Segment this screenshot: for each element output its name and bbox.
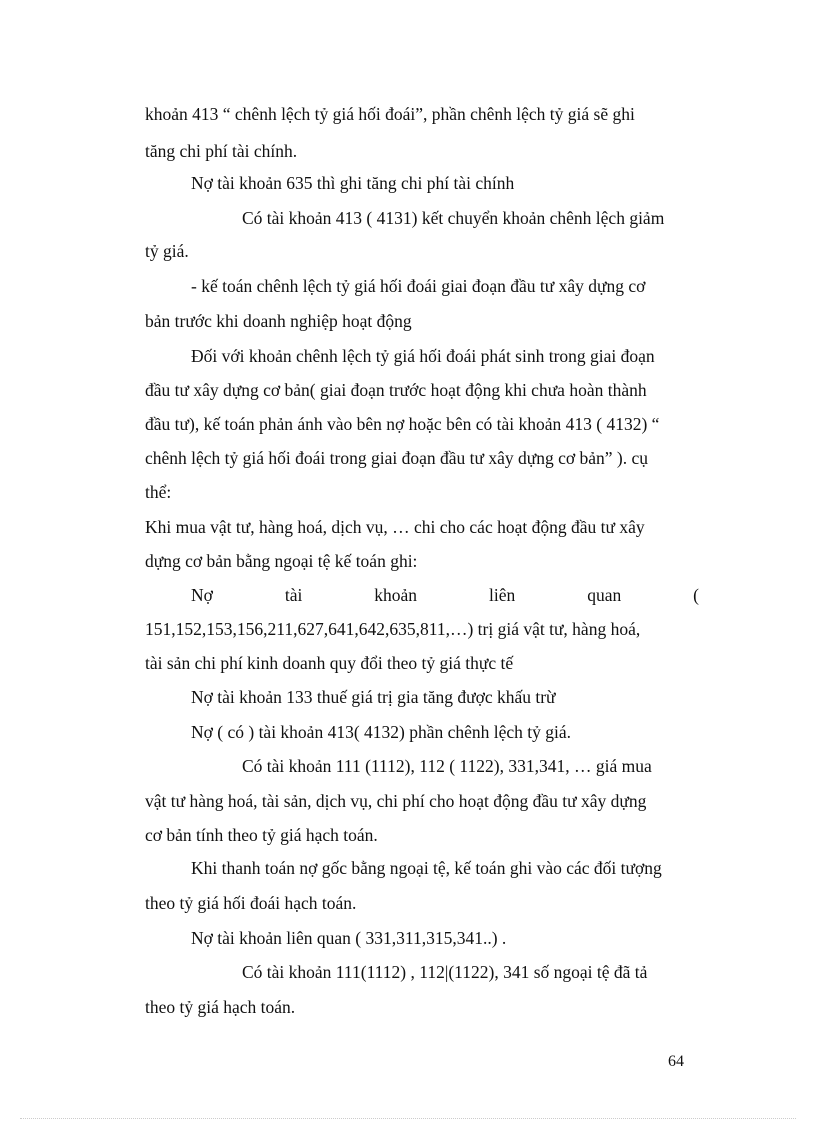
- word: liên: [489, 585, 516, 605]
- text-line: thể:: [145, 482, 172, 502]
- text-line: khoản 413 “ chênh lệch tỷ giá hối đoái”, phần chênh lệch tỷ giá sẽ ghi: [145, 104, 635, 124]
- text-line: Có tài khoản 111 (1112), 112 ( 1122), 331,341, … giá mua: [242, 756, 652, 776]
- text-line: theo tỷ giá hạch toán.: [145, 997, 296, 1017]
- text-line: tỷ giá.: [145, 241, 189, 261]
- text-line: chênh lệch tỷ giá hối đoái trong giai đoạn đầu tư xây dựng cơ bản” ). cụ: [145, 448, 649, 468]
- text-line: Nợ tài khoản liên quan ( 331,311,315,341..) .: [191, 928, 507, 948]
- text-line: đầu tư xây dựng cơ bản( giai đoạn trước hoạt động khi chưa hoàn thành: [145, 380, 647, 400]
- word: quan: [587, 585, 622, 605]
- text-line: Có tài khoản 111(1112) , 112|(1122), 341 số ngoại tệ đã tả: [242, 962, 648, 982]
- text-line: Nợ tài khoản 635 thì ghi tăng chi phí tài chính: [191, 173, 515, 193]
- word: (: [693, 585, 699, 605]
- page-number: 64: [668, 1053, 684, 1070]
- text-line: vật tư hàng hoá, tài sản, dịch vụ, chi phí cho hoạt động đầu tư xây dựng: [145, 791, 647, 811]
- text-line: tăng chi phí tài chính.: [145, 141, 298, 161]
- text-line: Khi thanh toán nợ gốc bằng ngoại tệ, kế toán ghi vào các đối tượng: [191, 858, 662, 878]
- page-bottom-divider: [20, 1118, 796, 1119]
- text-line: cơ bản tính theo tỷ giá hạch toán.: [145, 825, 378, 845]
- text-line: - kế toán chênh lệch tỷ giá hối đoái giai đoạn đầu tư xây dựng cơ: [191, 276, 646, 296]
- text-line: bản trước khi doanh nghiệp hoạt động: [145, 311, 412, 331]
- text-line: tài sản chi phí kinh doanh quy đổi theo tỷ giá thực tế: [145, 653, 514, 673]
- text-line: Đối với khoản chênh lệch tỷ giá hối đoái phát sinh trong giai đoạn: [191, 346, 655, 366]
- text-line: Có tài khoản 413 ( 4131) kết chuyển khoản chênh lệch giảm: [242, 208, 665, 228]
- word: Nợ: [191, 585, 213, 605]
- text-line: Nợ tài khoản 133 thuế giá trị gia tăng được khấu trừ: [191, 687, 556, 707]
- text-line: theo tỷ giá hối đoái hạch toán.: [145, 893, 357, 913]
- text-line: đầu tư), kế toán phản ánh vào bên nợ hoặc bên có tài khoản 413 ( 4132) “: [145, 414, 660, 434]
- text-line: dựng cơ bản bằng ngoại tệ kế toán ghi:: [145, 551, 418, 571]
- word: tài: [284, 585, 303, 605]
- text-line: 151,152,153,156,211,627,641,642,635,811,…) trị giá vật tư, hàng hoá,: [145, 619, 641, 639]
- spread-text-line: [191, 584, 699, 606]
- word: khoản: [374, 585, 418, 605]
- text-line: Nợ ( có ) tài khoản 413( 4132) phần chênh lệch tỷ giá.: [191, 722, 572, 742]
- text-line: Khi mua vật tư, hàng hoá, dịch vụ, … chi cho các hoạt động đầu tư xây: [145, 517, 645, 537]
